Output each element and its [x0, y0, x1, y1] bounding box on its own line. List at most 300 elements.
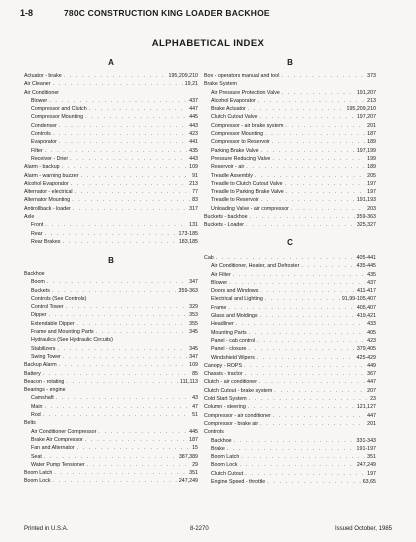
- dot-leader: [259, 113, 354, 121]
- index-entry: [24, 287, 198, 295]
- index-entry-label: Frame: [211, 304, 227, 311]
- dot-leader: [245, 470, 365, 478]
- index-entry: [24, 205, 198, 213]
- index-entry-page: 213: [189, 180, 198, 187]
- index-entry-page: 329: [189, 304, 198, 311]
- index-entry-page: 83: [192, 197, 198, 204]
- index-entry: [24, 278, 198, 286]
- index-entry: [204, 295, 376, 303]
- index-entry-page: 353: [189, 312, 198, 319]
- index-entry: [204, 437, 376, 445]
- section-letter-b: B: [108, 256, 114, 265]
- index-entry-label: Treadle to Parking Brake Valve: [211, 189, 284, 196]
- dot-leader: [291, 205, 365, 213]
- index-entry-page: 111,113: [180, 378, 198, 385]
- index-entry-label: Boom Lock: [211, 462, 238, 469]
- index-entry-label: Extendable Dipper: [31, 320, 75, 327]
- index-entry: [204, 213, 376, 221]
- footer-doc-number: 8-2270: [190, 526, 209, 532]
- index-entry-page: 345: [189, 345, 198, 352]
- index-entry-label: Rod: [31, 412, 41, 419]
- index-entry-page: 15: [192, 445, 198, 452]
- index-entry: [204, 337, 376, 345]
- index-entry-label: Alarm - backup: [24, 164, 60, 171]
- index-entry-label: Rear: [31, 230, 43, 237]
- index-entry-label: Alarm - warning buzzer: [24, 172, 79, 179]
- dot-leader: [249, 395, 368, 403]
- manual-title: 780C CONSTRUCTION KING LOADER BACKHOE: [64, 8, 270, 18]
- index-entry-label: Water Pump Tensioner: [31, 461, 85, 468]
- index-entry-label: Compressor Mounting: [211, 131, 264, 138]
- index-entry: [24, 428, 198, 436]
- index-entry-page: 197,207: [356, 114, 376, 121]
- dot-leader: [49, 97, 187, 105]
- index-entry: [204, 279, 376, 287]
- index-entry-label: Brake System: [204, 81, 237, 88]
- dot-leader: [43, 411, 190, 419]
- index-entry: [24, 394, 198, 402]
- index-entry: [24, 336, 198, 344]
- index-entry-page: 367: [367, 371, 376, 378]
- index-entry-label: Clutch Cutout: [211, 470, 244, 477]
- dot-leader: [267, 478, 361, 486]
- index-entry-label: Compressor - air brake system: [211, 122, 284, 129]
- dot-leader: [56, 394, 190, 402]
- index-entry-label: Front: [31, 222, 44, 229]
- index-entry-label: Air Conditioner Compressor: [31, 428, 97, 435]
- index-entry: [204, 172, 376, 180]
- index-entry-page: 189: [367, 139, 376, 146]
- index-entry-label: Treadle to Clutch Cutout Valve: [211, 180, 283, 187]
- index-entry: [24, 113, 198, 121]
- dot-leader: [234, 437, 355, 445]
- index-entry-page: 331-343: [356, 437, 376, 444]
- index-entry-page: 441: [189, 139, 198, 146]
- index-entry: [204, 72, 376, 80]
- index-entry: [24, 353, 198, 361]
- index-entry-label: Blower: [211, 279, 228, 286]
- dot-leader: [45, 221, 187, 229]
- section-letter-c: C: [287, 238, 293, 247]
- index-entry: [204, 163, 376, 171]
- index-entry-label: Stabilizers: [31, 345, 56, 352]
- index-entry: [24, 328, 198, 336]
- index-entry: [24, 361, 198, 369]
- index-entry-page: 207: [367, 387, 376, 394]
- index-entry: [24, 130, 198, 138]
- index-entry-page: 205: [367, 172, 376, 179]
- dot-leader: [248, 105, 345, 113]
- index-entry: [204, 387, 376, 395]
- dot-leader: [96, 328, 187, 336]
- index-entry: [24, 196, 198, 204]
- footer-issued: Issued October, 1985: [334, 526, 392, 532]
- index-entry-page: 197,199: [356, 147, 376, 154]
- index-entry-label: Brake: [211, 445, 225, 452]
- section-letter-b-cont: B: [287, 58, 293, 67]
- index-entry: [204, 370, 376, 378]
- index-entry: [204, 196, 376, 204]
- dot-leader: [260, 312, 355, 320]
- index-entry-page: 43: [192, 395, 198, 402]
- dot-leader: [54, 469, 187, 477]
- dot-leader: [53, 130, 187, 138]
- index-entry: [24, 213, 198, 221]
- dot-leader: [260, 420, 365, 428]
- index-entry-page: 435-445: [356, 263, 376, 270]
- dot-leader: [70, 155, 187, 163]
- index-entry-page: 203: [367, 205, 376, 212]
- section-c-entries: [204, 254, 376, 486]
- index-entry-label: Buckets - Loader: [204, 222, 245, 229]
- index-entry: [204, 420, 376, 428]
- dot-leader: [246, 221, 355, 229]
- index-entry-label: Air Conditioner: [24, 89, 60, 96]
- index-entry-label: Pressure Reducing Valve: [211, 155, 271, 162]
- index-entry: [204, 345, 376, 353]
- index-entry-page: 197: [367, 189, 376, 196]
- index-entry-page: 197: [367, 470, 376, 477]
- index-entry: [204, 147, 376, 155]
- dot-leader: [85, 113, 187, 121]
- section-b-cont-entries: [204, 72, 376, 230]
- index-entry-label: Alternator Mounting: [24, 197, 71, 204]
- index-entry-page: 247,249: [178, 478, 198, 485]
- index-entry-label: Antirollback - loader: [24, 205, 71, 212]
- index-entry-page: 191,207: [356, 89, 376, 96]
- index-entry-label: Rear Brakes: [31, 238, 61, 245]
- section-letter-a: A: [108, 58, 114, 67]
- dot-leader: [250, 213, 355, 221]
- index-entry-label: Air Filter: [211, 271, 231, 278]
- dot-leader: [77, 444, 191, 452]
- index-entry-page: 23: [370, 396, 376, 403]
- dot-leader: [286, 188, 365, 196]
- dot-leader: [57, 345, 187, 353]
- index-entry-label: Seat: [31, 453, 42, 460]
- dot-leader: [236, 320, 365, 328]
- index-entry-page: 199: [367, 155, 376, 162]
- index-entry-page: 437: [367, 279, 376, 286]
- index-entry-page: 359-363: [178, 287, 198, 294]
- dot-leader: [241, 453, 365, 461]
- index-entry-label: Frame and Mounting Parts: [31, 329, 94, 336]
- index-entry: [24, 345, 198, 353]
- dot-leader: [240, 461, 355, 469]
- index-entry-label: Condenser: [31, 122, 57, 129]
- index-entry-label: Boom: [31, 279, 45, 286]
- index-entry: [24, 138, 198, 146]
- index-entry-page: 247,249: [356, 462, 376, 469]
- dot-leader: [59, 138, 187, 146]
- index-entry: [204, 445, 376, 453]
- index-entry-label: Windshield Wipers: [211, 354, 255, 361]
- index-entry-label: Boom Lock: [24, 478, 51, 485]
- index-entry-page: 195,209,210: [168, 73, 198, 79]
- index-entry: [24, 89, 198, 97]
- dot-leader: [228, 304, 355, 312]
- dot-leader: [261, 147, 355, 155]
- index-entry: [24, 155, 198, 163]
- index-entry-page: 447: [367, 412, 376, 419]
- dot-leader: [282, 89, 355, 97]
- index-entry-label: Controls (See Controls): [31, 295, 87, 302]
- index-entry-label: Backhoe: [24, 271, 45, 277]
- dot-leader: [244, 362, 365, 370]
- dot-leader: [257, 354, 355, 362]
- index-entry-page: 443: [189, 155, 198, 162]
- index-entry: [24, 311, 198, 319]
- index-entry-page: 325,327: [356, 222, 376, 229]
- index-entry-page: 443: [189, 122, 198, 129]
- index-entry: [204, 130, 376, 138]
- index-entry-label: Backup Alarm: [24, 362, 57, 369]
- dot-leader: [49, 311, 188, 319]
- index-entry-page: 347: [189, 279, 198, 286]
- index-entry: [204, 354, 376, 362]
- index-entry-page: 201: [367, 420, 376, 427]
- index-entry-label: Beacon - rotating: [24, 378, 65, 385]
- index-entry-label: Alcohol Evaporator: [24, 180, 69, 187]
- dot-leader: [80, 172, 190, 180]
- index-entry-label: Engine Speed - throttle: [211, 479, 266, 486]
- index-entry-label: Glass and Moldings: [211, 313, 258, 320]
- index-entry: [204, 378, 376, 386]
- index-entry: [204, 105, 376, 113]
- index-entry-page: 183,185: [178, 238, 198, 245]
- index-entry-label: Reservoir - air: [211, 164, 245, 171]
- index-entry-label: Compressor and Clutch: [31, 106, 87, 113]
- dot-leader: [62, 163, 188, 171]
- dot-leader: [75, 188, 191, 196]
- dot-leader: [246, 163, 365, 171]
- index-entry-label: Actuator - brake: [24, 73, 62, 79]
- index-entry: [204, 155, 376, 163]
- index-entry: [204, 80, 376, 88]
- index-entry-page: 445: [189, 114, 198, 121]
- index-entry-label: Unloading Valve - air compressor: [211, 205, 289, 212]
- dot-leader: [44, 453, 177, 461]
- index-entry-label: Treadle Assembly: [211, 172, 253, 179]
- index-entry: [204, 287, 376, 295]
- index-entry: [24, 419, 198, 427]
- section-b-entries: [24, 270, 198, 486]
- index-entry-label: Compressor - brake air: [204, 420, 259, 427]
- index-entry: [24, 461, 198, 469]
- index-entry: [24, 147, 198, 155]
- dot-leader: [227, 445, 355, 453]
- index-entry: [24, 436, 198, 444]
- index-entry-page: 425-429: [356, 354, 376, 361]
- index-entry-label: Controls: [204, 429, 224, 436]
- index-entry-page: 447: [367, 379, 376, 386]
- index-entry: [24, 230, 198, 238]
- dot-leader: [43, 370, 190, 378]
- index-entry-label: Receiver - Drier: [31, 155, 69, 162]
- dot-leader: [44, 403, 190, 411]
- index-entry-page: 63,65: [362, 479, 376, 486]
- dot-leader: [53, 80, 183, 88]
- index-entry: [204, 470, 376, 478]
- dot-leader: [44, 230, 176, 238]
- index-entry: [24, 386, 198, 394]
- dot-leader: [45, 147, 187, 155]
- dot-leader: [52, 287, 177, 295]
- index-entry: [24, 295, 198, 303]
- index-entry-page: 189: [367, 164, 376, 171]
- index-entry-page: 173-185: [178, 230, 198, 237]
- index-entry-label: Belts: [24, 420, 36, 427]
- index-entry: [24, 238, 198, 246]
- index-entry-page: 445: [189, 428, 198, 435]
- index-entry: [24, 444, 198, 452]
- index-entry: [24, 72, 198, 80]
- index-entry: [24, 370, 198, 378]
- index-entry-label: Alcohol Evaporator: [211, 97, 256, 104]
- dot-leader: [285, 122, 365, 130]
- index-entry-page: 423: [367, 337, 376, 344]
- index-entry: [24, 80, 198, 88]
- index-entry-label: Compressor Mounting: [31, 114, 84, 121]
- dot-leader: [72, 196, 190, 204]
- index-entry-page: 47: [192, 403, 198, 410]
- index-entry-page: 85: [192, 370, 198, 377]
- index-entry-page: 29: [192, 461, 198, 468]
- index-entry: [204, 97, 376, 105]
- index-entry-page: 77: [192, 189, 198, 196]
- dot-leader: [260, 287, 355, 295]
- dot-leader: [255, 172, 365, 180]
- index-entry-label: Panel - closure: [211, 346, 247, 353]
- index-entry-label: Buckets - backhoe: [204, 214, 248, 221]
- index-entry-page: 19,21: [184, 81, 198, 88]
- index-entry-label: Hydraulics (See Hydraulic Circuits): [31, 337, 113, 344]
- index-entry-page: 423: [189, 131, 198, 138]
- index-entry: [24, 320, 198, 328]
- section-a-entries: [24, 72, 198, 246]
- index-entry-label: Cab: [204, 255, 214, 261]
- index-entry-label: Brake Actuator: [211, 106, 246, 113]
- index-entry-label: Battery: [24, 370, 41, 377]
- index-entry-label: Clutch Cutout Valve: [211, 114, 258, 121]
- index-entry-label: Axle: [24, 214, 35, 221]
- index-entry-label: Blower: [31, 97, 48, 104]
- index-entry-label: Clutch - air conditioner: [204, 379, 257, 386]
- index-entry: [204, 180, 376, 188]
- index-entry-page: 405-441: [356, 255, 376, 261]
- index-entry-label: Doors and Windows: [211, 288, 259, 295]
- index-entry-label: Swing Tower: [31, 353, 61, 360]
- index-entry: [24, 180, 198, 188]
- index-entry-label: Dipper: [31, 312, 47, 319]
- index-entry-label: Alternator - electrical: [24, 189, 73, 196]
- index-entry: [204, 412, 376, 420]
- index-entry: [24, 477, 198, 485]
- index-entry-page: 351: [367, 454, 376, 461]
- index-entry-label: Cold Start System: [204, 396, 247, 403]
- index-entry-label: Backhoe: [211, 437, 232, 444]
- index-entry-page: 187: [189, 436, 198, 443]
- index-entry-page: 405: [367, 329, 376, 336]
- index-entry-page: 437: [189, 97, 198, 104]
- dot-leader: [273, 412, 365, 420]
- dot-leader: [272, 138, 365, 146]
- index-entry-page: 435: [189, 147, 198, 154]
- dot-leader: [73, 205, 187, 213]
- index-entry: [204, 254, 376, 262]
- dot-leader: [274, 387, 365, 395]
- index-entry: [204, 188, 376, 196]
- index-entry-page: 131: [189, 222, 198, 229]
- index-entry: [204, 461, 376, 469]
- index-entry-label: Canopy - ROPS: [204, 362, 242, 369]
- index-entry-label: Main: [31, 403, 43, 410]
- dot-leader: [245, 370, 366, 378]
- index-entry-label: Filter: [31, 147, 43, 154]
- index-entry-label: Electrical and Lighting: [211, 296, 263, 303]
- index-entry-label: Buckets: [31, 287, 50, 294]
- index-entry-page: 109: [189, 362, 198, 369]
- index-entry: [24, 97, 198, 105]
- page-footer: [24, 526, 392, 536]
- index-entry-label: Air Conditioner, Heater, and Defroster: [211, 263, 300, 270]
- index-entry-label: Parking Brake Valve: [211, 147, 259, 154]
- index-entry-label: Compressor - air conditioner: [204, 412, 271, 419]
- index-entry: [24, 122, 198, 130]
- index-entry-label: Bearings - engine: [24, 387, 66, 394]
- index-entry-page: 351: [189, 470, 198, 477]
- dot-leader: [301, 262, 354, 270]
- index-entry: [204, 271, 376, 279]
- index-entry-page: 191-197: [356, 445, 376, 452]
- index-entry-page: 121,127: [356, 404, 376, 411]
- page-header: [20, 8, 400, 22]
- index-entry-label: Boom Latch: [24, 470, 53, 477]
- index-entry-page: 197: [367, 180, 376, 187]
- dot-leader: [233, 271, 365, 279]
- index-entry: [204, 395, 376, 403]
- dot-leader: [62, 238, 176, 246]
- dot-leader: [265, 295, 340, 303]
- index-entry-page: 195,209,210: [346, 106, 376, 113]
- index-entry-label: Evaporator: [31, 139, 57, 146]
- index-entry: [204, 428, 376, 436]
- index-entry-page: 91,99-105,407: [341, 296, 376, 303]
- index-entry-label: Chassis - tractor: [204, 371, 243, 378]
- index-entry-page: 419,421: [356, 313, 376, 320]
- dot-leader: [53, 477, 177, 485]
- index-entry: [24, 378, 198, 386]
- dot-leader: [85, 436, 187, 444]
- dot-leader: [64, 72, 167, 80]
- index-entry: [24, 270, 198, 278]
- index-entry: [204, 89, 376, 97]
- index-entry: [204, 362, 376, 370]
- dot-leader: [229, 279, 365, 287]
- index-entry: [24, 469, 198, 477]
- index-entry-label: Box - operators manual and tool: [204, 73, 280, 79]
- dot-leader: [249, 329, 366, 337]
- dot-leader: [89, 105, 188, 113]
- dot-leader: [258, 97, 365, 105]
- index-entry: [204, 138, 376, 146]
- footer-printed: Printed in U.S.A.: [24, 526, 69, 532]
- dot-leader: [59, 122, 187, 130]
- dot-leader: [257, 337, 365, 345]
- index-entry: [24, 105, 198, 113]
- index-entry: [204, 122, 376, 130]
- index-entry: [204, 221, 376, 229]
